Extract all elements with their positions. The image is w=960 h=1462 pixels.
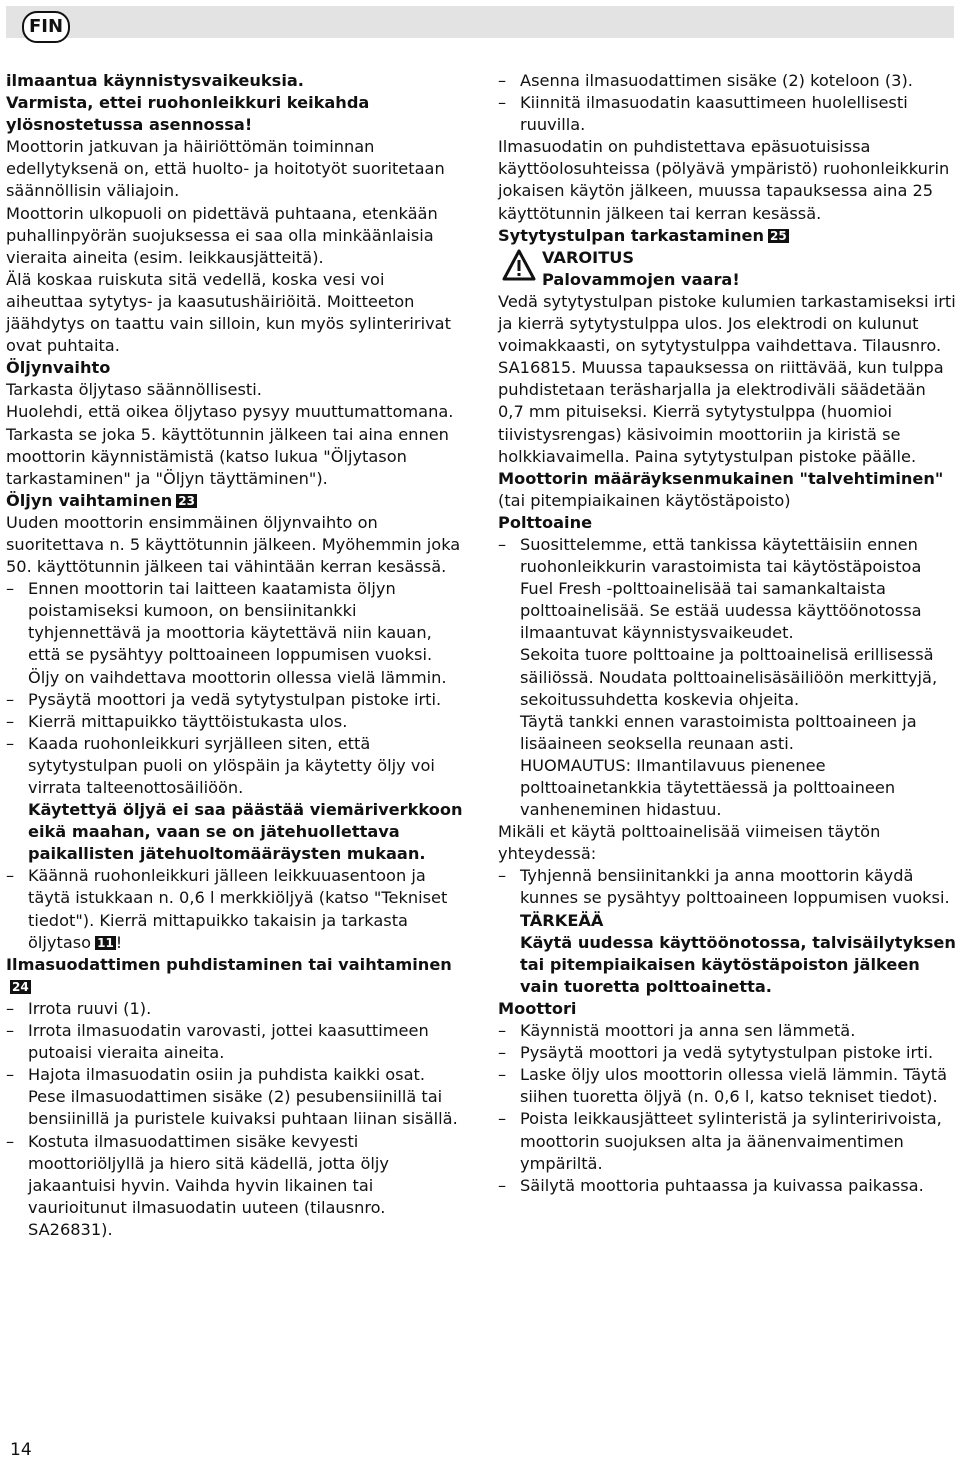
heading-fuel: Polttoaine [498, 512, 593, 532]
oil-check-line-1: Tarkasta öljytaso säännöllisesti. [6, 380, 262, 400]
list-item: – Ennen moottorin tai laitteen kaatamista öljyn poistamiseksi kumoon, on bensiinitankki tyhjennettävä ja moottoria käytettävä niin kauan, että se pysähtyy polttoaineen loppumisen vuoksi. Öljy on vaihdettava moottorin ollessa vielä lämmin. [6, 579, 447, 687]
figure-ref-badge: 11 [97, 935, 114, 950]
header-bar [6, 6, 954, 38]
warning-triangle-icon [502, 249, 536, 281]
figure-ref-badge: 23 [178, 493, 195, 508]
intro-warning: Varmista, ettei ruohonleikkuri keikahda ylösnostetussa asennossa! [6, 93, 370, 135]
heading-air-filter: Ilmasuodattimen puhdistaminen tai vaihtaminen24 [6, 954, 452, 994]
list-item: – Irrota ilmasuodatin varovasti, jottei kaasuttimeen putoaisi vieraita aineita. [6, 1021, 429, 1063]
language-badge: FIN [22, 11, 70, 43]
oil-check-line-3: Tarkasta se joka 5. käyttötunnin jälkeen tai aina ennen moottorin käynnistämistä (katso lukua "Öljytason tarkastaminen" ja "Öljyn täyttäminen"). [6, 424, 449, 488]
list-item: – Pysäytä moottori ja vedä sytytystulpan pistoke irti. [6, 689, 442, 709]
fuel-mix-paragraph: Sekoita tuore polttoaine ja polttoainelisä erillisessä säiliössä. Noudata polttoainelisäsäiliöön merkittyjä, sekoitussuhdetta koskevia ohjeita. [520, 645, 938, 709]
spark-plug-paragraph: Vedä sytytystulpan pistoke kulumien tarkastamiseksi irti ja kierrä sytytystulppa ulos. Jos elektrodi on kulunut voimakkaasti, on sytytystulppa vaihdettava. Tilausnro. SA16815. Muussa tapauksessa on riittävää, kun tulppa puhdistetaan teräsharjalla ja elektrodiväli säädetään 0,7 mm pituiseksi. Kierrä sytytystulppa (huomioi tiivistysrengas) käsivoimin moottoriin ja kiristä se holkkiavaimella. Paina sytytystulpan pistoke päälle. [498, 291, 956, 466]
page-number: 14 [10, 1440, 32, 1460]
list-item: – Käynnistä moottori ja anna sen lämmetä. [498, 1021, 856, 1041]
list-item: – Kostuta ilmasuodattimen sisäke kevyesti moottoriöljyllä ja hiero sitä kädellä, jotta öljy jakaantuisi hyvin. Vaihda hyvin likainen tai vaurioitunut ilmasuodatin uuteen (tilausnro. SA26831). [6, 1131, 389, 1239]
fuel-note-paragraph: HUOMAUTUS: Ilmantilavuus pienenee polttoainetankkia täytettäessä ja polttoaineen vanheneminen hidastuu. [520, 755, 896, 820]
fuel-fill-paragraph: Täytä tankki ennen varastoimista polttoaineen ja lisäaineen seoksella reunaan asti. [520, 711, 917, 753]
list-item: – Kierrä mittapuikko täyttöistukasta ulos. [6, 711, 348, 731]
list-item: – Kaada ruohonleikkuri syrjälleen siten, että sytytystulpan puoli on ylöspäin ja käytetty öljy voi virrata talteenottosäiliöön. [6, 733, 435, 797]
oil-check-line-2: Huolehdi, että oikea öljytaso pysyy muuttumattomana. [6, 402, 454, 422]
list-item: – Käännä ruohonleikkuri jälleen leikkuuasentoon ja täytä istukkaan n. 0,6 l merkkiöljyä (katso "Tekniset tiedot"). Kierrä mittapuikko takaisin ja tarkasta öljytaso 11 ! [6, 866, 448, 952]
heading-spark-plug: Sytytystulpan tarkastaminen 25 [498, 225, 787, 245]
heading-oil-change: Öljyn vaihtaminen 23 [6, 490, 195, 510]
used-oil-warning: Käytettyä öljyä ei saa päästää viemäriverkkoon eikä maahan, vaan se on jätehuollettava paikallisten jätehuoltomääräysten mukaan. [28, 800, 463, 864]
no-water-paragraph: Älä koskaa ruiskuta sitä vedellä, koska vesi voi aiheuttaa sytytys- ja kaasutushäiriöitä. Moitteeton jäähdytys on taattu vain silloin, kun myös sylinteririvat ovat puhtaita. [6, 269, 451, 356]
warning-subtitle: Palovammojen vaara! [542, 269, 740, 289]
figure-ref-badge: 25 [769, 228, 787, 243]
fuel-no-additive-paragraph: Mikäli et käytä polttoainelisää viimeisen täytön yhteydessä: [498, 822, 881, 864]
list-item: – Asenna ilmasuodattimen sisäke (2) koteloon (3). [498, 71, 913, 90]
air-filter-paragraph: Ilmasuodatin on puhdistettava epäsuotuisissa käyttöolosuhteissa (pölyävä ympäristö) ruohonleikkurin jokaisen käytön jälkeen, muussa tapauksessa aina 25 käyttötunnin jälkeen tai kerran kesässä. [498, 137, 950, 223]
heading-oil-check: Öljynvaihto [6, 358, 111, 378]
maintenance-paragraph: Moottorin jatkuvan ja häiriöttömän toiminnan edellytyksenä on, että huolto- ja hoitotyöt suoritetaan säännöllisin väliajoin. [6, 137, 445, 201]
right-column [498, 70, 956, 1197]
oil-change-paragraph: Uuden moottorin ensimmäinen öljynvaihto on suoritettava n. 5 käyttötunnin jälkeen. Myöhemmin joka 50. käyttötunnin jälkeen tai vähintään kerran kesässä. [6, 512, 461, 577]
list-item: – Hajota ilmasuodatin osiin ja puhdista kaikki osat. Pese ilmasuodattimen sisäke (2) pesubensiinillä tai bensiinillä ja puristele kuivaksi puhtaan liinan sisällä. [6, 1065, 458, 1129]
warning-title: VAROITUS [542, 247, 635, 267]
list-item: – Suosittelemme, että tankissa käytettäisiin ennen ruohonleikkurin varastoimista tai käytöstäpoistoa Fuel Fresh -polttoainelisää tai samankaltaista polttoainelisää. Se estää uudessa käyttöönotossa ilmaantuvat käynnistysvaikeudet. [498, 534, 922, 643]
left-column [6, 70, 466, 1241]
list-item: – Tyhjennä bensiinitankki ja anna moottorin käydä kunnes se pysähtyy polttoaineen loppumisen vuoksi. [498, 866, 950, 908]
figure-ref-badge: 24 [12, 979, 29, 994]
heading-engine: Moottori [498, 998, 577, 1018]
list-item: – Irrota ruuvi (1). [6, 998, 152, 1018]
list-item: – Säilytä moottoria puhtaassa ja kuivassa paikassa. [498, 1175, 924, 1195]
intro-line: ilmaantua käynnistysvaikeuksia. [6, 71, 304, 90]
warning-block [498, 247, 956, 291]
clean-exterior-paragraph: Moottorin ulkopuoli on pidettävä puhtaana, etenkään puhallinpyörän suojuksessa ei saa olla minkäänlaisia vieraita aineita (esim. leikkausjätteitä). [6, 203, 438, 267]
wintering-subtitle: (tai pitempiaikainen käytöstäpoisto) [498, 490, 791, 510]
list-item: – Laske öljy ulos moottorin ollessa vielä lämmin. Täytä siihen tuoretta öljyä (n. 0,6 l, katso tekniset tiedot). [498, 1065, 948, 1107]
list-item: – Kiinnitä ilmasuodatin kaasuttimeen huolellisesti ruuvilla. [498, 93, 908, 135]
list-item: – Poista leikkausjätteet sylinteristä ja sylinteririvoista, moottorin suojuksen alta ja äänenvaimentimen ympäriltä. [498, 1109, 942, 1173]
heading-wintering: Moottorin määräyksenmukainen "talvehtiminen" [498, 468, 944, 488]
list-item: – Pysäytä moottori ja vedä sytytystulpan pistoke irti. [498, 1043, 934, 1063]
important-text: Käytä uudessa käyttöönotossa, talvisäilytyksen tai pitempiaikaisen käytöstäpoiston jälkeen vain tuoretta polttoainetta. [520, 932, 956, 996]
important-title: TÄRKEÄÄ [520, 910, 604, 930]
